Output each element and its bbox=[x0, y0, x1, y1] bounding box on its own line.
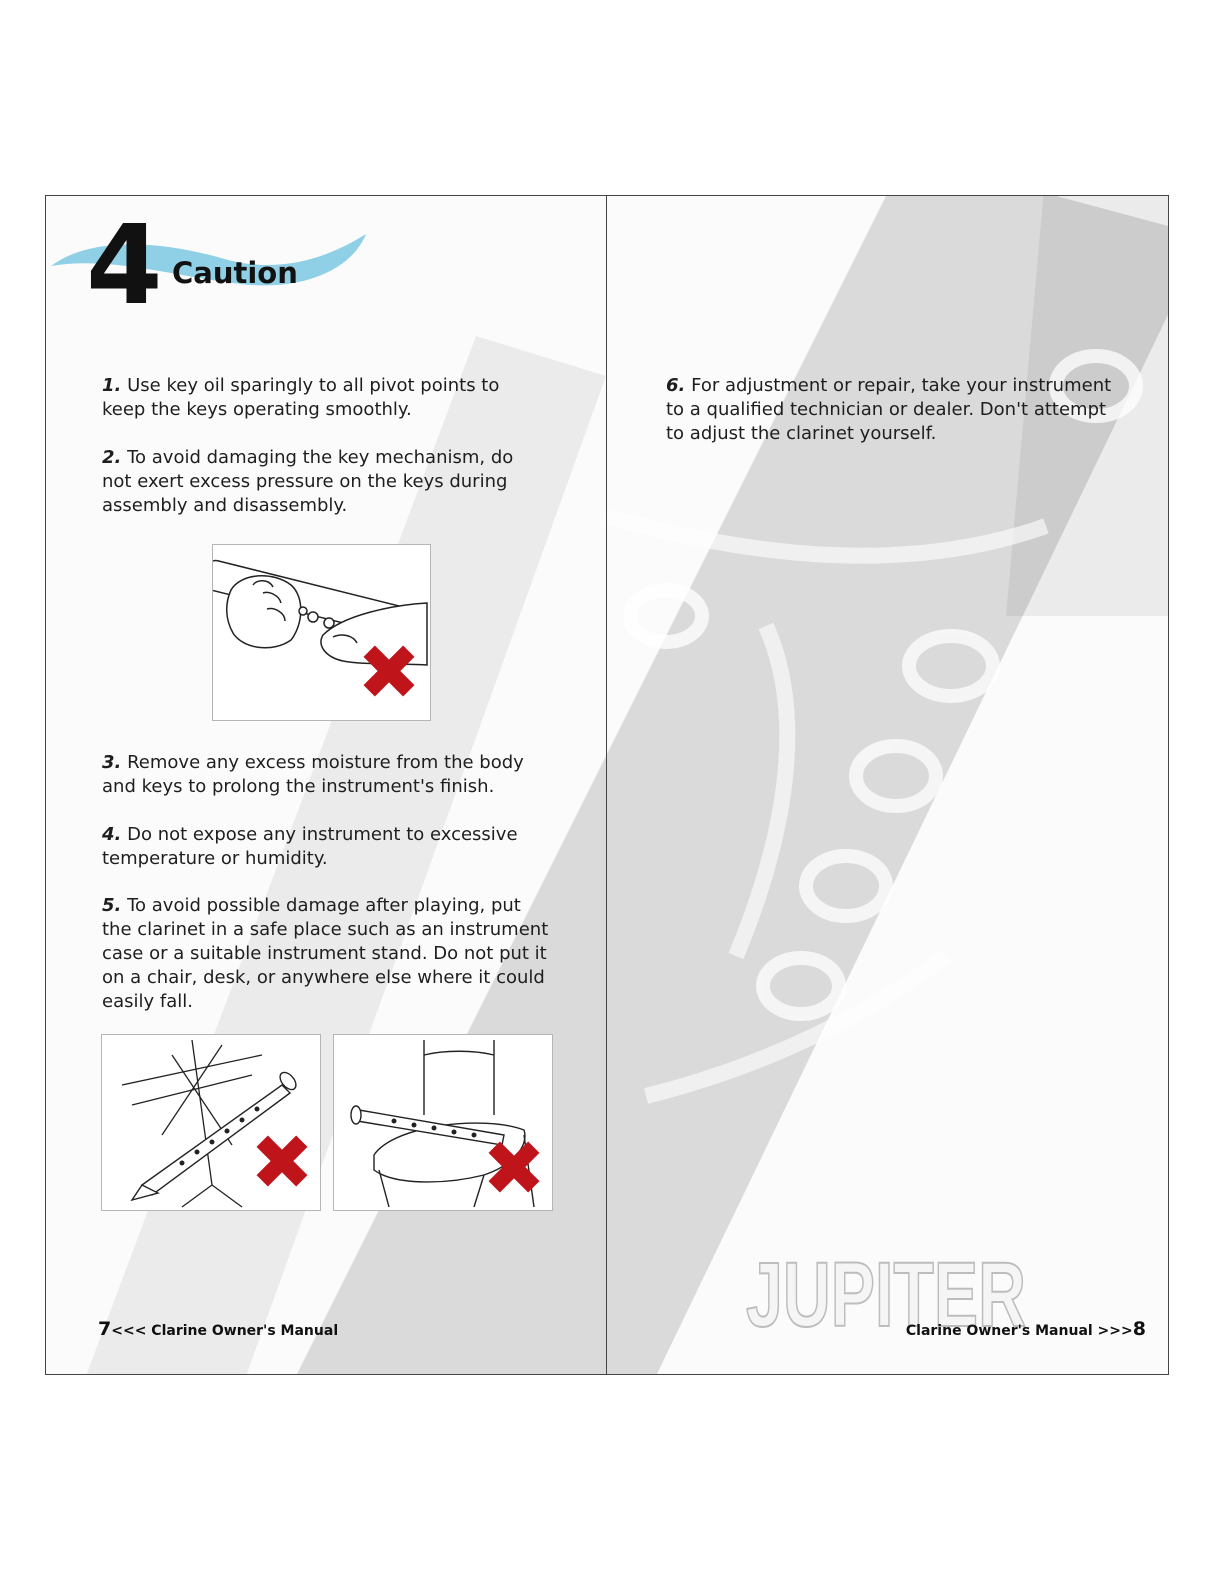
item-number: 6. bbox=[666, 375, 686, 396]
clarinet-on-music-stand-illustration bbox=[102, 1035, 320, 1210]
item-text: To avoid possible damage after playing, put the clarinet in a safe place such as an instrument case or a suitable instrument stand. Do not put it on a chair, desk, or anywhere else where it could easily fall. bbox=[102, 895, 549, 1012]
hands-twisting-clarinet-illustration bbox=[213, 545, 430, 720]
caution-item-6 bbox=[666, 374, 1126, 446]
figure-music-stand bbox=[101, 1034, 321, 1211]
item-text: For adjustment or repair, take your instrument to a qualified technician or dealer. Don't attempt to adjust the clarinet yourself. bbox=[666, 375, 1112, 444]
item-number: 1. bbox=[102, 375, 122, 396]
logo-text: JUPITER bbox=[746, 1244, 1026, 1336]
item-number: 3. bbox=[102, 752, 122, 773]
footer-text: <<< Clarine Owner's Manual bbox=[111, 1323, 339, 1339]
caution-item-4 bbox=[102, 823, 542, 871]
caution-item-3 bbox=[102, 751, 542, 799]
item-text: Remove any excess moisture from the body and keys to prolong the instrument's finish. bbox=[102, 752, 524, 797]
figure-chair bbox=[333, 1034, 553, 1211]
item-text: Do not expose any instrument to excessive temperature or humidity. bbox=[102, 824, 518, 869]
right-page-footer bbox=[906, 1318, 1146, 1340]
footer-text: Clarine Owner's Manual >>> bbox=[905, 1323, 1133, 1339]
item-text: Use key oil sparingly to all pivot points to keep the keys operating smoothly. bbox=[102, 375, 500, 420]
page-divider bbox=[606, 196, 607, 1375]
caution-item-1 bbox=[102, 374, 542, 422]
clarinet-on-chair-illustration bbox=[334, 1035, 552, 1210]
page-number: 8 bbox=[1132, 1318, 1146, 1340]
chapter-title: Caution bbox=[172, 256, 298, 290]
chapter-number: 4 bbox=[86, 201, 159, 329]
manual-spread bbox=[45, 195, 1169, 1375]
item-number: 4. bbox=[102, 824, 122, 845]
caution-item-5 bbox=[102, 894, 550, 1014]
item-number: 2. bbox=[102, 447, 122, 468]
item-number: 5. bbox=[102, 895, 122, 916]
figure-assembly-pressure bbox=[212, 544, 431, 721]
item-text: To avoid damaging the key mechanism, do not exert excess pressure on the keys during assembly and disassembly. bbox=[102, 447, 514, 516]
caution-item-2 bbox=[102, 446, 542, 518]
page-number: 7 bbox=[98, 1318, 112, 1340]
left-page-footer bbox=[98, 1318, 338, 1340]
